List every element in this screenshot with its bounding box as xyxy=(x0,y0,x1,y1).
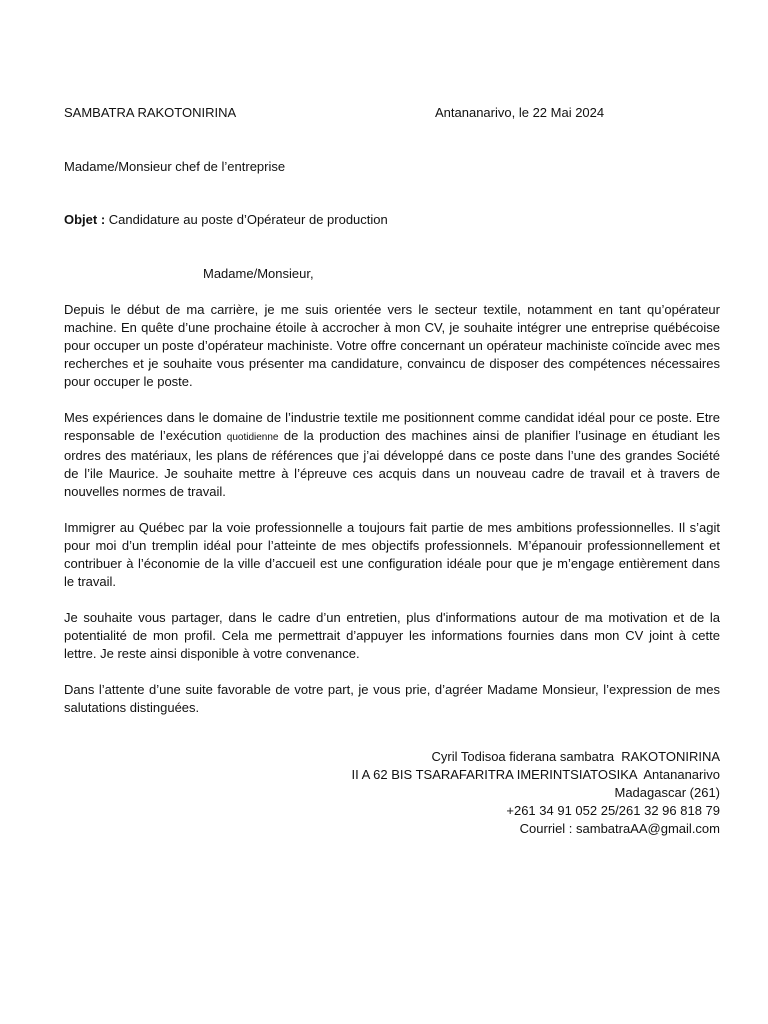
subject-line xyxy=(64,211,388,229)
letter-header xyxy=(64,104,720,122)
signature-address: II A 62 BIS TSARAFARITRA IMERINTSIATOSIKA Antananarivo xyxy=(351,767,720,782)
paragraph-2 xyxy=(64,409,720,501)
signature-country: Madagascar (261) xyxy=(614,785,720,800)
signature-block xyxy=(352,748,721,838)
paragraph-4: Je souhaite vous partager, dans le cadre d’un entretien, plus d'informations autour de ma motivation et de la potentialité de mon profil. Cela me permettrait d’appuyer les informations fournies dans mon CV joint à cette lettre. Je reste ainsi disponible à votre convenance. xyxy=(64,610,720,661)
salutation: Madame/Monsieur, xyxy=(203,266,314,281)
place-date: Antananarivo, le 22 Mai 2024 xyxy=(435,105,605,120)
paragraph-2-part-1: Mes expériences dans le domaine de l’industrie textile me positionnent comme candidat idéal pour ce poste. Etre responsable de l’exécution xyxy=(64,410,720,443)
letter-body xyxy=(64,301,720,735)
signature-name: Cyril Todisoa fiderana sambatra RAKOTONIRINA xyxy=(431,749,720,764)
sender-name: SAMBATRA RAKOTONIRINA xyxy=(64,105,237,120)
signature-phones: +261 34 91 052 25/261 32 96 818 79 xyxy=(506,803,720,818)
paragraph-3: Immigrer au Québec par la voie professionnelle a toujours fait partie de mes ambitions professionnelles. Il s’agit pour moi d’un tremplin idéal pour l’atteinte de mes objectifs professionnels. M’épanouir professionnellement et contribuer à l’économie de la ville d’accueil est une configuration idéale pour que je m’engage entièrement dans le travail. xyxy=(64,520,720,589)
subject-text: Candidature au poste d’Opérateur de production xyxy=(105,212,388,227)
recipient-line: Madame/Monsieur chef de l’entreprise xyxy=(64,159,286,174)
paragraph-5: Dans l’attente d’une suite favorable de votre part, je vous prie, d’agréer Madame Monsieur, l’expression de mes salutations distinguées. xyxy=(64,682,720,715)
paragraph-2-part-2: de la production des machines ainsi de planifier l’usinage en étudiant les ordres des matériaux, les plans de références que j’ai développé dans ce poste dans l’une des grandes Société de l’ile Maurice. Je souhaite mettre à l’épreuve ces acquis dans un nouveau cadre de travail et à travers de nouvelles normes de travail. xyxy=(64,428,720,499)
paragraph-1: Depuis le début de ma carrière, je me suis orientée vers le secteur textile, notamment en tant qu’opérateur machine. En quête d’une prochaine étoile à accrocher à mon CV, je souhaite intégrer une entreprise québécoise pour occuper un poste d’opérateur machiniste. Votre offre concernant un opérateur machiniste coïncide avec mes recherches et je souhaite vous présenter ma candidature, convaincu de disposer des compétences nécessaires pour occuper le poste. xyxy=(64,302,720,389)
subject-label: Objet : xyxy=(64,212,106,227)
paragraph-2-small-word: quotidienne xyxy=(226,432,279,443)
signature-email: Courriel : sambatraAA@gmail.com xyxy=(519,821,720,836)
